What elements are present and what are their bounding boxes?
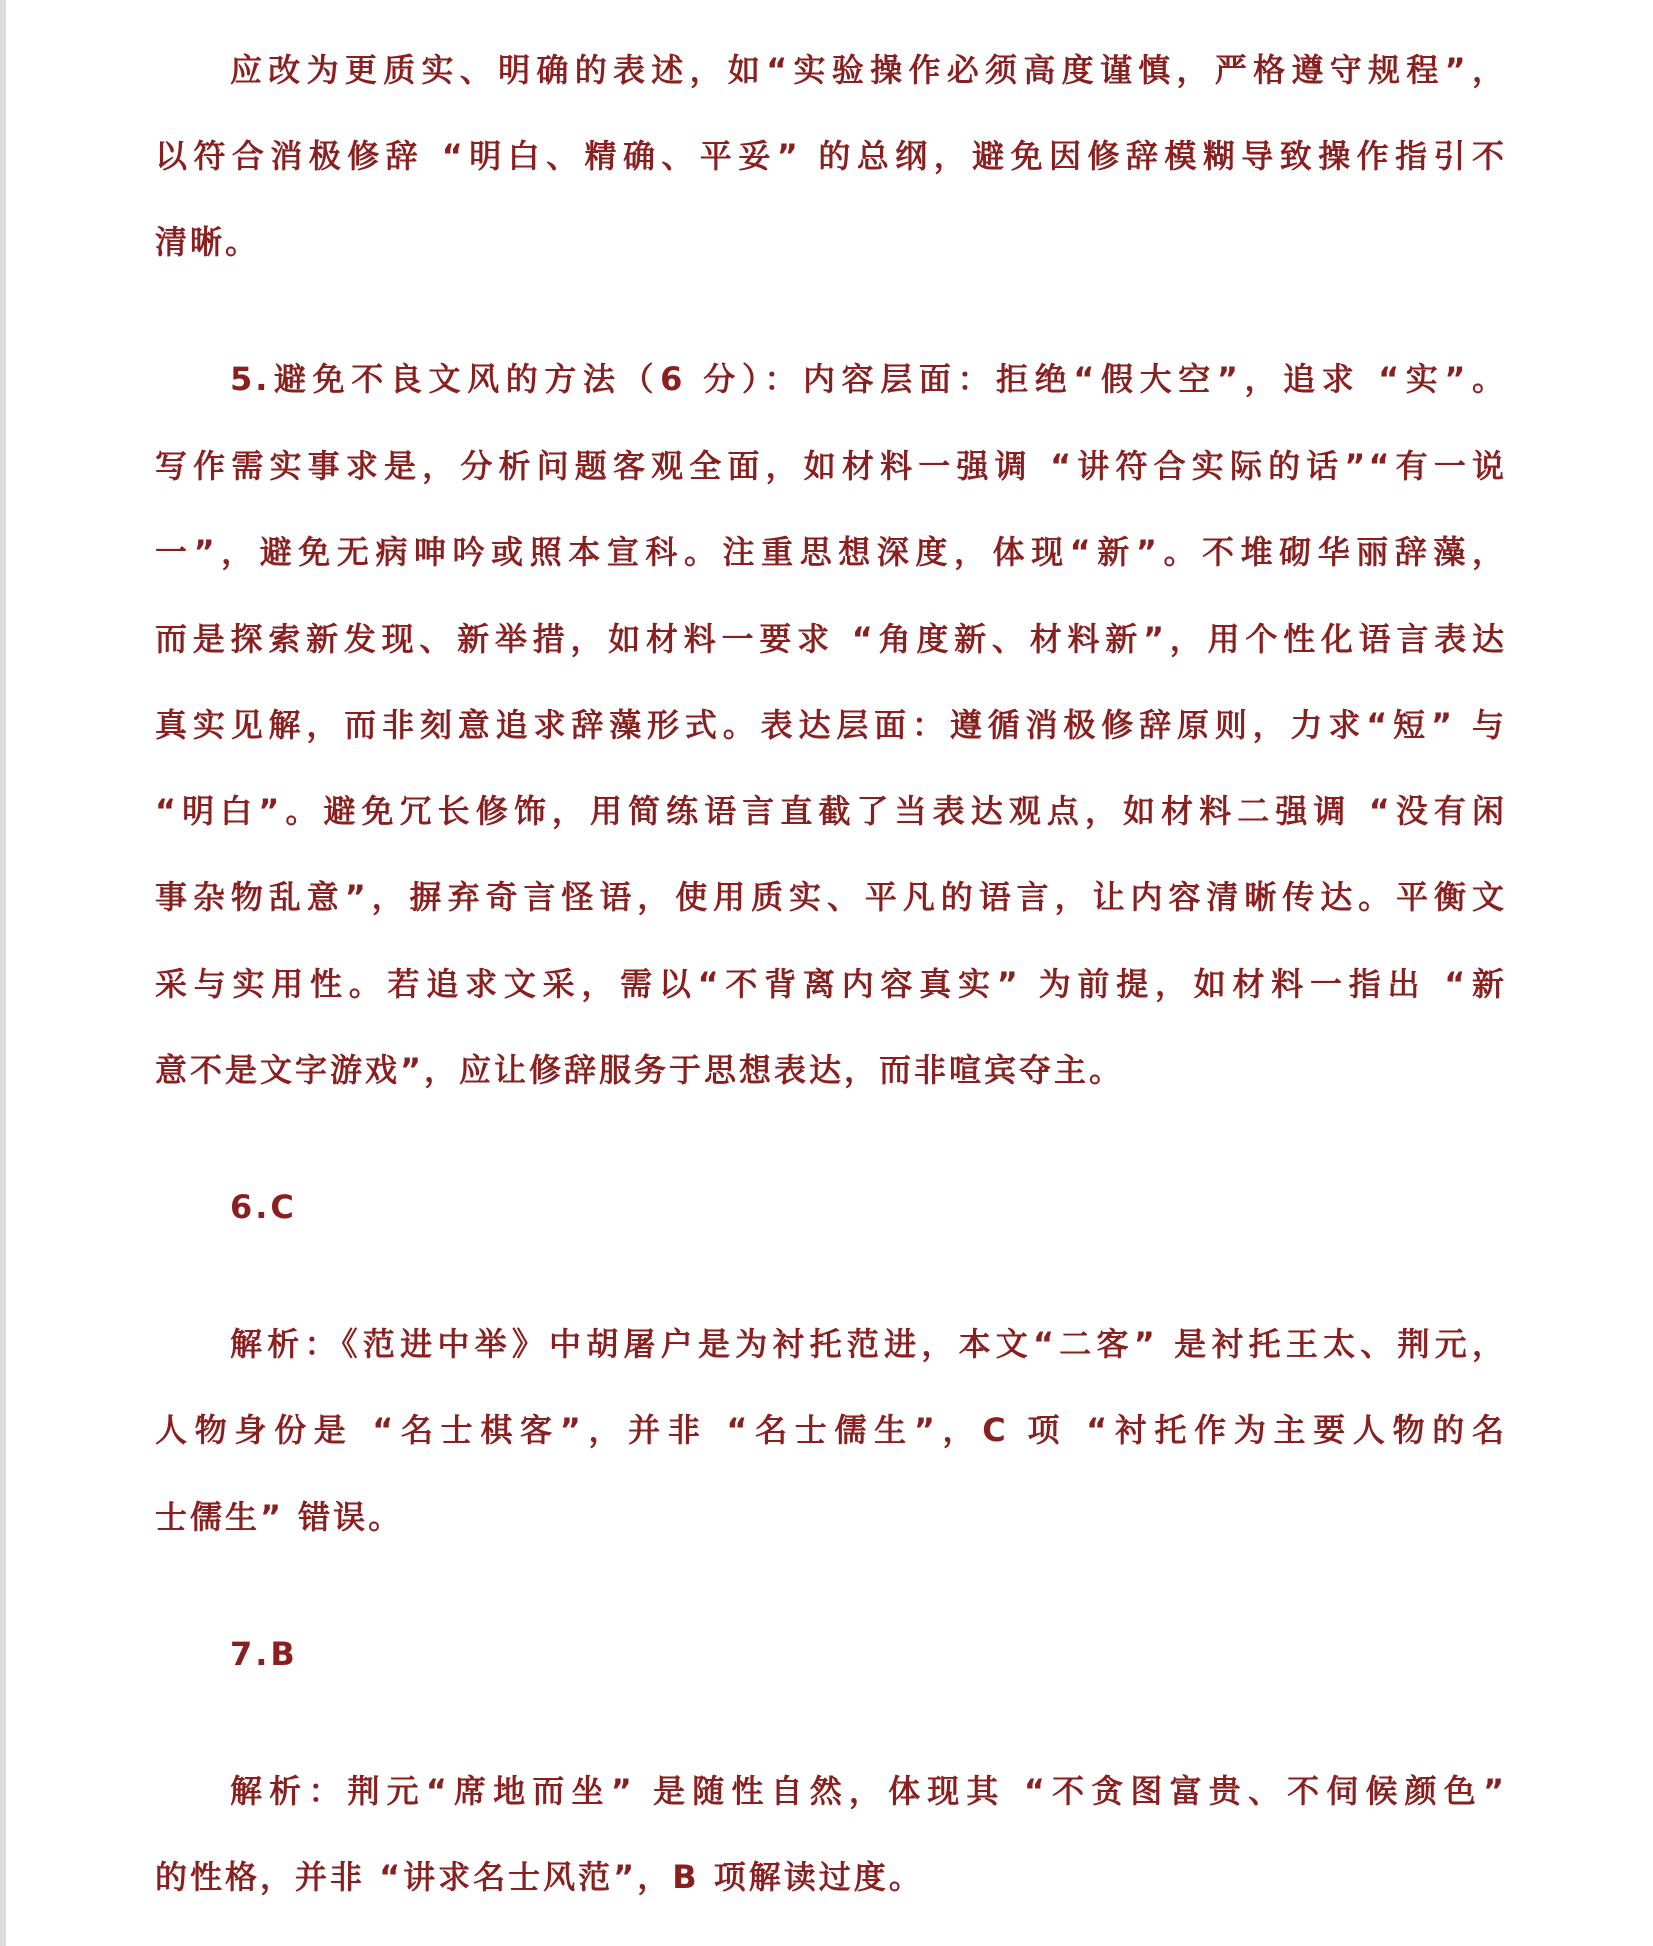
text-line: 士儒生” 错误。 — [155, 1498, 404, 1536]
text-line: 解析：《范进中举》中胡屠户是为衬托范进，本文“二客” 是衬托王太、荆元， — [230, 1325, 1507, 1363]
text-line: 意不是文字游戏”，应让修辞服务于思想表达，而非喧宾夺主。 — [155, 1051, 1125, 1089]
text-line: 清晰。 — [155, 223, 261, 261]
text-line: 事杂物乱意”，摒弃奇言怪语，使用质实、平凡的语言，让内容清晰传达。平衡文 — [155, 878, 1507, 916]
text-line: 人物身份是 “名士棋客”，并非 “名士儒生”，C 项 “衬托作为主要人物的名 — [155, 1411, 1507, 1449]
text-line: 的性格，并非 “讲求名士风范”，B 项解读过度。 — [155, 1858, 924, 1896]
answer-label: 6.C — [230, 1188, 297, 1226]
text-line: 一”，避免无病呻吟或照本宣科。注重思想深度，体现“新”。不堆砌华丽辞藻， — [155, 533, 1507, 571]
text-line: 采与实用性。若追求文采，需以“不背离内容真实” 为前提，如材料一指出 “新 — [155, 965, 1507, 1003]
document-page — [6, 0, 1653, 1946]
text-line: 而是探索新发现、新举措，如材料一要求 “角度新、材料新”，用个性化语言表达 — [155, 620, 1507, 658]
text-line: 解析：荆元“席地而坐” 是随性自然，体现其 “不贪图富贵、不伺候颜色” — [230, 1772, 1507, 1810]
text-line: 真实见解，而非刻意追求辞藻形式。表达层面：遵循消极修辞原则，力求“短” 与 — [155, 706, 1507, 744]
text-line: 以符合消极修辞 “明白、精确、平妥” 的总纲，避免因修辞模糊导致操作指引不 — [155, 137, 1507, 175]
text-line: “明白”。避免冗长修饰，用简练语言直截了当表达观点，如材料二强调 “没有闲 — [155, 792, 1507, 830]
text-line: 应改为更质实、明确的表述，如“实验操作必须高度谨慎，严格遵守规程”， — [230, 51, 1507, 89]
answer-label: 7.B — [230, 1635, 298, 1673]
text-line: 写作需实事求是，分析问题客观全面，如材料一强调 “讲符合实际的话”“有一说 — [155, 447, 1507, 485]
text-line: 5.避免不良文风的方法（6 分）：内容层面：拒绝“假大空”，追求 “实”。 — [230, 360, 1507, 398]
